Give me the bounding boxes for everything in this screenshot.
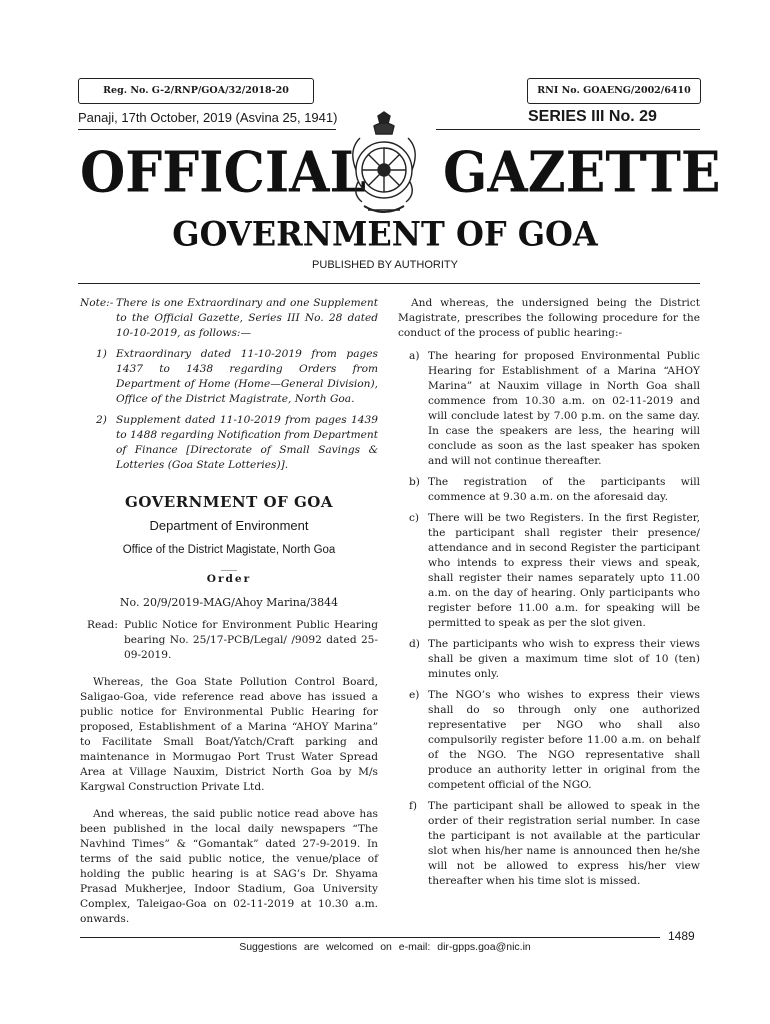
note-intro — [80, 296, 378, 341]
footer-rule — [80, 937, 660, 938]
published-by-authority: PUBLISHED BY AUTHORITY — [312, 259, 458, 271]
note-item-text: Extraordinary dated 11-10-2019 from pages 1437 to 1438 regarding Orders from Department of Home (Home—General Division), Office of the District Magistrate, North Goa. — [116, 348, 378, 405]
read-label: Read: — [87, 619, 118, 631]
series-number: SERIES III No. 29 — [528, 108, 657, 125]
note-item-text: Supplement dated 11-10-2019 from pages 1439 to 1488 regarding Notification from Department of Finance [Directorate of Small Savings & Lotteries (Goa State Lotteries)]. — [116, 414, 378, 471]
registration-number: Reg. No. G-2/RNP/GOA/32/2018-20 — [78, 78, 314, 104]
masthead-rule — [78, 283, 700, 284]
state-emblem-icon — [338, 110, 430, 222]
procedure-item — [398, 637, 700, 682]
paragraph-whereas: Whereas, the Goa State Pollution Control Board, Saligao-Goa, vide reference read above has issued a public notice for Environmental Public Hearing for proposed, Establishment of a Marina “AHOY Marina” to Facilitate Small Boat/Yatch/Craft parking and maintenance in Mormugao Port Trust Water Spread Area at Village Nauxim, District North Goa by M/s Kargwal Construction Private Ltd. — [80, 676, 378, 793]
office-name: Office of the District Magistate, North Goa — [122, 544, 336, 556]
section-heading: GOVERNMENT OF GOA — [125, 493, 333, 511]
issue-date: Panaji, 17th October, 2019 (Asvina 25, 1941) — [78, 110, 338, 125]
read-text: Public Notice for Environment Public Hearing bearing No. 25/17-PCB/Legal/ /9092 dated 25-09-2019. — [124, 619, 378, 661]
procedure-text: There will be two Registers. In the first Register, the participant shall register their presence/ attendance and in second Register the participant who intends to express their views and speak, shall register their names separately upto 11.00 a.m. on the day of hearing. Only participants who register before 11.00 a.m. for speaking will be permitted to speak as per the slot given. — [428, 512, 700, 629]
procedure-item — [398, 475, 700, 505]
procedure-item — [398, 511, 700, 631]
paragraph-and-whereas: And whereas, the said public notice read above has been published in the local daily newspapers “The Navhind Times” & “Gomantak” dated 27-9-2019. In terms of the said public notice, the venue/place of holding the public hearing is at SAG’s Dr. Shyama Prasad Mukherjee, Indoor Stadium, Goa University Complex, Taleigao-Goa on 02-11-2019 at 10.30 a.m. onwards. — [80, 808, 378, 925]
note-text: There is one Extraordinary and one Supplement to the Official Gazette, Series III No. 28 dated 10-10-2019, as follows:— — [116, 297, 378, 339]
procedure-text: The hearing for proposed Environmental Public Hearing for Establishment of a Marina “AHOY Marina” at Nauxim village in North Goa shall commence from 10.30 a.m. on 02-11-2019 and will conclude latest by 7.00 p.m. on the same day. In case the speakers are less, the hearing will conclude as soon as the last speaker has spoken and will not continue thereafter. — [428, 350, 700, 467]
left-column — [80, 296, 378, 927]
rni-number: RNI No. GOAENG/2002/6410 — [527, 78, 701, 104]
masthead-official: OFFICIAL — [80, 139, 367, 206]
header-rule-left — [78, 129, 336, 130]
procedure-letter: a) — [409, 350, 420, 362]
procedure-item — [398, 688, 700, 793]
procedure-letter: c) — [409, 512, 420, 524]
order-number: No. 20/9/2019-MAG/Ahoy Marina/3844 — [119, 596, 339, 609]
right-column — [398, 296, 700, 889]
read-reference — [80, 618, 378, 663]
note-item-number: 1) — [96, 348, 107, 360]
procedure-text: The participants who wish to express their views shall be given a maximum time slot of 10 (ten) minutes only. — [428, 638, 700, 680]
note-item — [80, 347, 378, 407]
procedure-item — [398, 799, 700, 889]
separator: ___ — [221, 559, 237, 571]
department-name: Department of Environment — [149, 518, 309, 533]
paragraph-procedure-intro: And whereas, the undersigned being the District Magistrate, prescribes the following procedure for the conduct of the process of public hearing:- — [398, 297, 700, 339]
order-heading: Order — [206, 573, 252, 585]
procedure-item — [398, 349, 700, 469]
note-label: Note:- — [80, 297, 114, 309]
footer-suggestions: Suggestions are welcomed on e-mail: dir-gpps.goa@nic.in — [239, 941, 531, 953]
header-rule-right — [436, 129, 700, 130]
masthead-government: GOVERNMENT OF GOA — [172, 214, 598, 254]
procedure-text: The participant shall be allowed to speak in the order of their registration serial number. In case the participant is not available at the particular slot when his/her name is announced then he/she will not be allowed to express his/her view thereafter when his time slot is missed. — [428, 800, 700, 887]
procedure-text: The registration of the participants will commence at 9.30 a.m. on the aforesaid day. — [428, 476, 700, 503]
procedure-text: The NGO’s who wishes to express their views shall do so through only one authorized representative per NGO who shall also compulsorily register before 11.00 a.m. on behalf of the NGO. The NGO representative shall produce an authority letter in original from the competent official of the NGO. — [428, 689, 700, 791]
note-item — [80, 413, 378, 473]
procedure-letter: b) — [409, 476, 420, 488]
note-item-number: 2) — [96, 414, 107, 426]
masthead-gazette: GAZETTE — [443, 139, 721, 206]
procedure-letter: d) — [409, 638, 420, 650]
procedure-letter: e) — [409, 689, 420, 701]
procedure-letter: f) — [409, 800, 418, 812]
page-number: 1489 — [668, 929, 695, 943]
